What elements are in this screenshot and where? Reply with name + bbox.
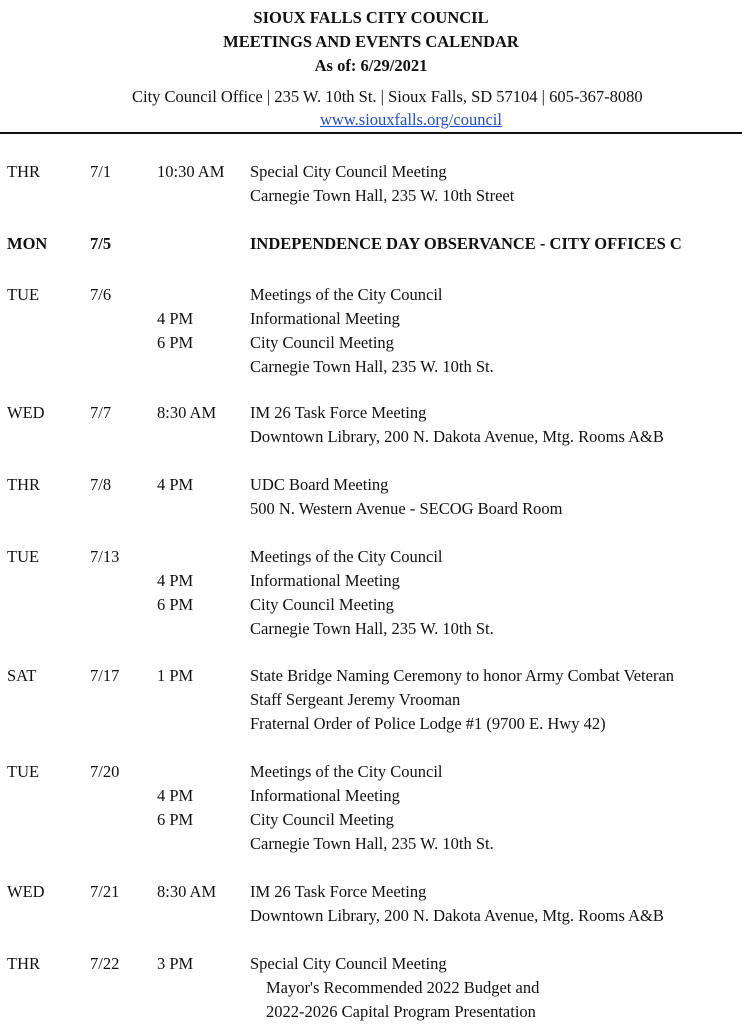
event-times (157, 880, 216, 904)
event-date: 7/6 (90, 285, 112, 304)
event-title: Special City Council Meeting (250, 954, 447, 973)
event-time (157, 283, 193, 307)
event-detail-line: Carnegie Town Hall, 235 W. 10th St. (250, 619, 494, 638)
event-times (157, 545, 193, 617)
event-detail-line: Downtown Library, 200 N. Dakota Avenue, Mtg. Rooms A&B (250, 427, 664, 446)
event-details (250, 401, 664, 449)
event-title: State Bridge Naming Ceremony to honor Army Combat Veteran (250, 666, 675, 685)
event-details (250, 952, 539, 1024)
event-time: 1 PM (157, 666, 194, 685)
event-day: WED (7, 403, 45, 422)
event-title: Meetings of the City Council (250, 285, 443, 304)
event-details (250, 473, 562, 521)
event-date: 7/20 (90, 762, 120, 781)
event-title: Special City Council Meeting (250, 162, 447, 181)
event-day: THR (7, 954, 40, 973)
event-times (157, 952, 193, 976)
event-time: 8:30 AM (157, 882, 217, 901)
event-time: 6 PM (157, 595, 194, 614)
event-date: 7/7 (90, 403, 112, 422)
council-website-link[interactable]: www.siouxfalls.org/council (320, 110, 502, 129)
event-day: THR (7, 475, 40, 494)
event-date: 7/8 (90, 475, 112, 494)
event-detail-line: Informational Meeting (250, 571, 400, 590)
event-details (250, 283, 494, 379)
event-day: THR (7, 162, 40, 181)
event-times (157, 160, 224, 184)
event-title: IM 26 Task Force Meeting (250, 403, 427, 422)
event-times (157, 283, 193, 355)
event-detail-line: Mayor's Recommended 2022 Budget and (266, 978, 540, 997)
event-detail-line: Downtown Library, 200 N. Dakota Avenue, Mtg. Rooms A&B (250, 906, 664, 925)
event-date: 7/5 (90, 234, 112, 253)
title-council: SIOUX FALLS CITY COUNCIL (253, 8, 489, 27)
event-detail-line: Carnegie Town Hall, 235 W. 10th Street (250, 186, 515, 205)
event-times (157, 473, 193, 497)
event-details (250, 880, 664, 928)
event-day: SAT (7, 666, 37, 685)
event-details (250, 664, 674, 736)
event-date: 7/1 (90, 162, 112, 181)
event-detail-line: Fraternal Order of Police Lodge #1 (9700 E. Hwy 42) (250, 714, 606, 733)
event-time: 8:30 AM (157, 403, 217, 422)
header-divider (0, 132, 742, 134)
event-detail-line: 2022-2026 Capital Program Presentation (266, 1002, 536, 1021)
event-day: TUE (7, 762, 40, 781)
event-detail-line: City Council Meeting (250, 595, 394, 614)
event-detail-line: City Council Meeting (250, 333, 394, 352)
event-date: 7/21 (90, 882, 120, 901)
event-detail-line: Carnegie Town Hall, 235 W. 10th St. (250, 834, 494, 853)
event-title: INDEPENDENCE DAY OBSERVANCE - CITY OFFICES C (250, 234, 682, 253)
event-detail-line: 500 N. Western Avenue - SECOG Board Room (250, 499, 563, 518)
event-day: TUE (7, 285, 40, 304)
contact-info: City Council Office | 235 W. 10th St. | Sioux Falls, SD 57104 | 605-367-8080 (132, 87, 643, 106)
event-time: 6 PM (157, 810, 194, 829)
event-time: 3 PM (157, 954, 194, 973)
event-detail-line: Informational Meeting (250, 309, 400, 328)
event-time: 10:30 AM (157, 162, 225, 181)
event-details (250, 160, 514, 208)
event-date: 7/13 (90, 547, 120, 566)
event-details (250, 232, 682, 256)
event-time: 4 PM (157, 309, 194, 328)
event-title: Meetings of the City Council (250, 547, 443, 566)
event-day: TUE (7, 547, 40, 566)
event-detail-line: City Council Meeting (250, 810, 394, 829)
event-time (157, 545, 193, 569)
event-title: Meetings of the City Council (250, 762, 443, 781)
event-times (157, 401, 216, 425)
event-day: MON (7, 234, 48, 253)
event-date: 7/17 (90, 666, 120, 685)
event-title: IM 26 Task Force Meeting (250, 882, 427, 901)
event-time (157, 760, 193, 784)
event-time: 4 PM (157, 786, 194, 805)
event-date: 7/22 (90, 954, 120, 973)
as-of-date: As of: 6/29/2021 (314, 56, 428, 75)
event-time: 6 PM (157, 333, 194, 352)
event-details (250, 760, 494, 856)
event-detail-line: Informational Meeting (250, 786, 400, 805)
event-detail-line: Staff Sergeant Jeremy Vrooman (250, 690, 461, 709)
event-details (250, 545, 494, 641)
event-time: 4 PM (157, 571, 194, 590)
title-calendar: MEETINGS AND EVENTS CALENDAR (223, 32, 519, 51)
event-day: WED (7, 882, 45, 901)
event-detail-line: Carnegie Town Hall, 235 W. 10th St. (250, 357, 494, 376)
event-title: UDC Board Meeting (250, 475, 389, 494)
event-time: 4 PM (157, 475, 194, 494)
event-times (157, 664, 193, 688)
event-times (157, 760, 193, 832)
